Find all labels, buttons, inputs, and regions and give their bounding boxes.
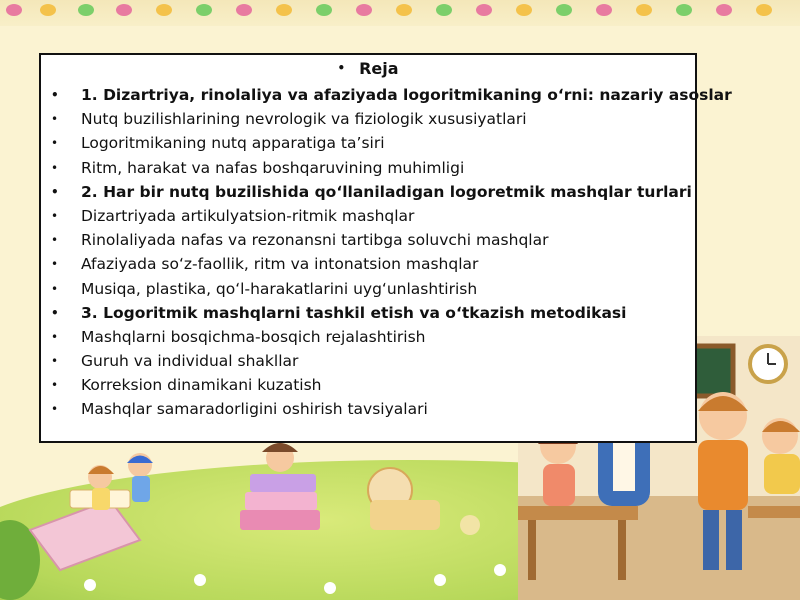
list-item-text: Dizartriyada artikulyatsion-ritmik mashqlar [81,206,415,225]
bullet: • [51,305,59,320]
list-item [49,301,732,325]
title-bullet: • [337,61,346,75]
list-item-text: Rinolaliyada nafas va rezonansni tartibga soluvchi mashqlar [81,231,549,250]
bullet: • [51,329,59,344]
bullet: • [51,184,59,199]
list-item [49,204,732,228]
list-item-text: Logoritmikaning nutq apparatiga taʼsiri [81,134,385,153]
plan-box [39,53,732,443]
list-item-text: Korreksion dinamikani kuzatish [81,376,322,395]
bullet: • [51,281,59,296]
list-item [49,277,732,301]
list-item [49,252,732,276]
list-item-text: Mashqlar samaradorligini oshirish tavsiyalari [81,400,428,419]
plan-title-text: Reja [359,59,399,78]
bullet: • [51,208,59,223]
children-reading-illustration [0,430,520,600]
bullet: • [51,160,59,175]
list-item [49,180,732,204]
bullet: • [51,233,59,248]
list-item [49,107,732,131]
list-item [49,397,732,421]
bullet: • [51,112,59,127]
list-item-text: 1. Dizartriya, rinolaliya va afaziyada logoritmikaning oʻrni: nazariy asoslar [81,86,732,104]
list-item-text: Afaziyada soʻz-faollik, ritm va intonatsion mashqlar [81,255,479,274]
bullet: • [51,354,59,369]
bullet: • [51,378,59,393]
list-item-text: 3. Logoritmik mashqlarni tashkil etish va oʻtkazish metodikasi [81,303,627,322]
list-item [49,373,732,397]
plan-list [49,83,732,422]
list-item [49,228,732,252]
bullet: • [51,257,59,272]
list-item-text: 2. Har bir nutq buzilishida qoʻllaniladigan logoretmik mashqlar turlari [81,182,692,201]
list-item [49,349,732,373]
list-item [49,83,732,107]
list-item [49,156,732,180]
list-item-text: Mashqlarni bosqichma-bosqich rejalashtirish [81,327,426,346]
list-item-text: Guruh va individual shakllar [81,352,299,371]
list-item [49,131,732,155]
bullet: • [51,88,59,102]
bullet: • [51,402,59,417]
list-item [49,325,732,349]
bullet: • [51,136,59,151]
list-item-text: Nutq buzilishlarining nevrologik va fiziologik xususiyatlari [81,110,527,129]
plan-title [41,59,695,78]
list-item-text: Ritm, harakat va nafas boshqaruvining muhimligi [81,158,465,177]
list-item-text: Musiqa, plastika, qoʻl-harakatlarini uygʻunlashtirish [81,279,478,298]
